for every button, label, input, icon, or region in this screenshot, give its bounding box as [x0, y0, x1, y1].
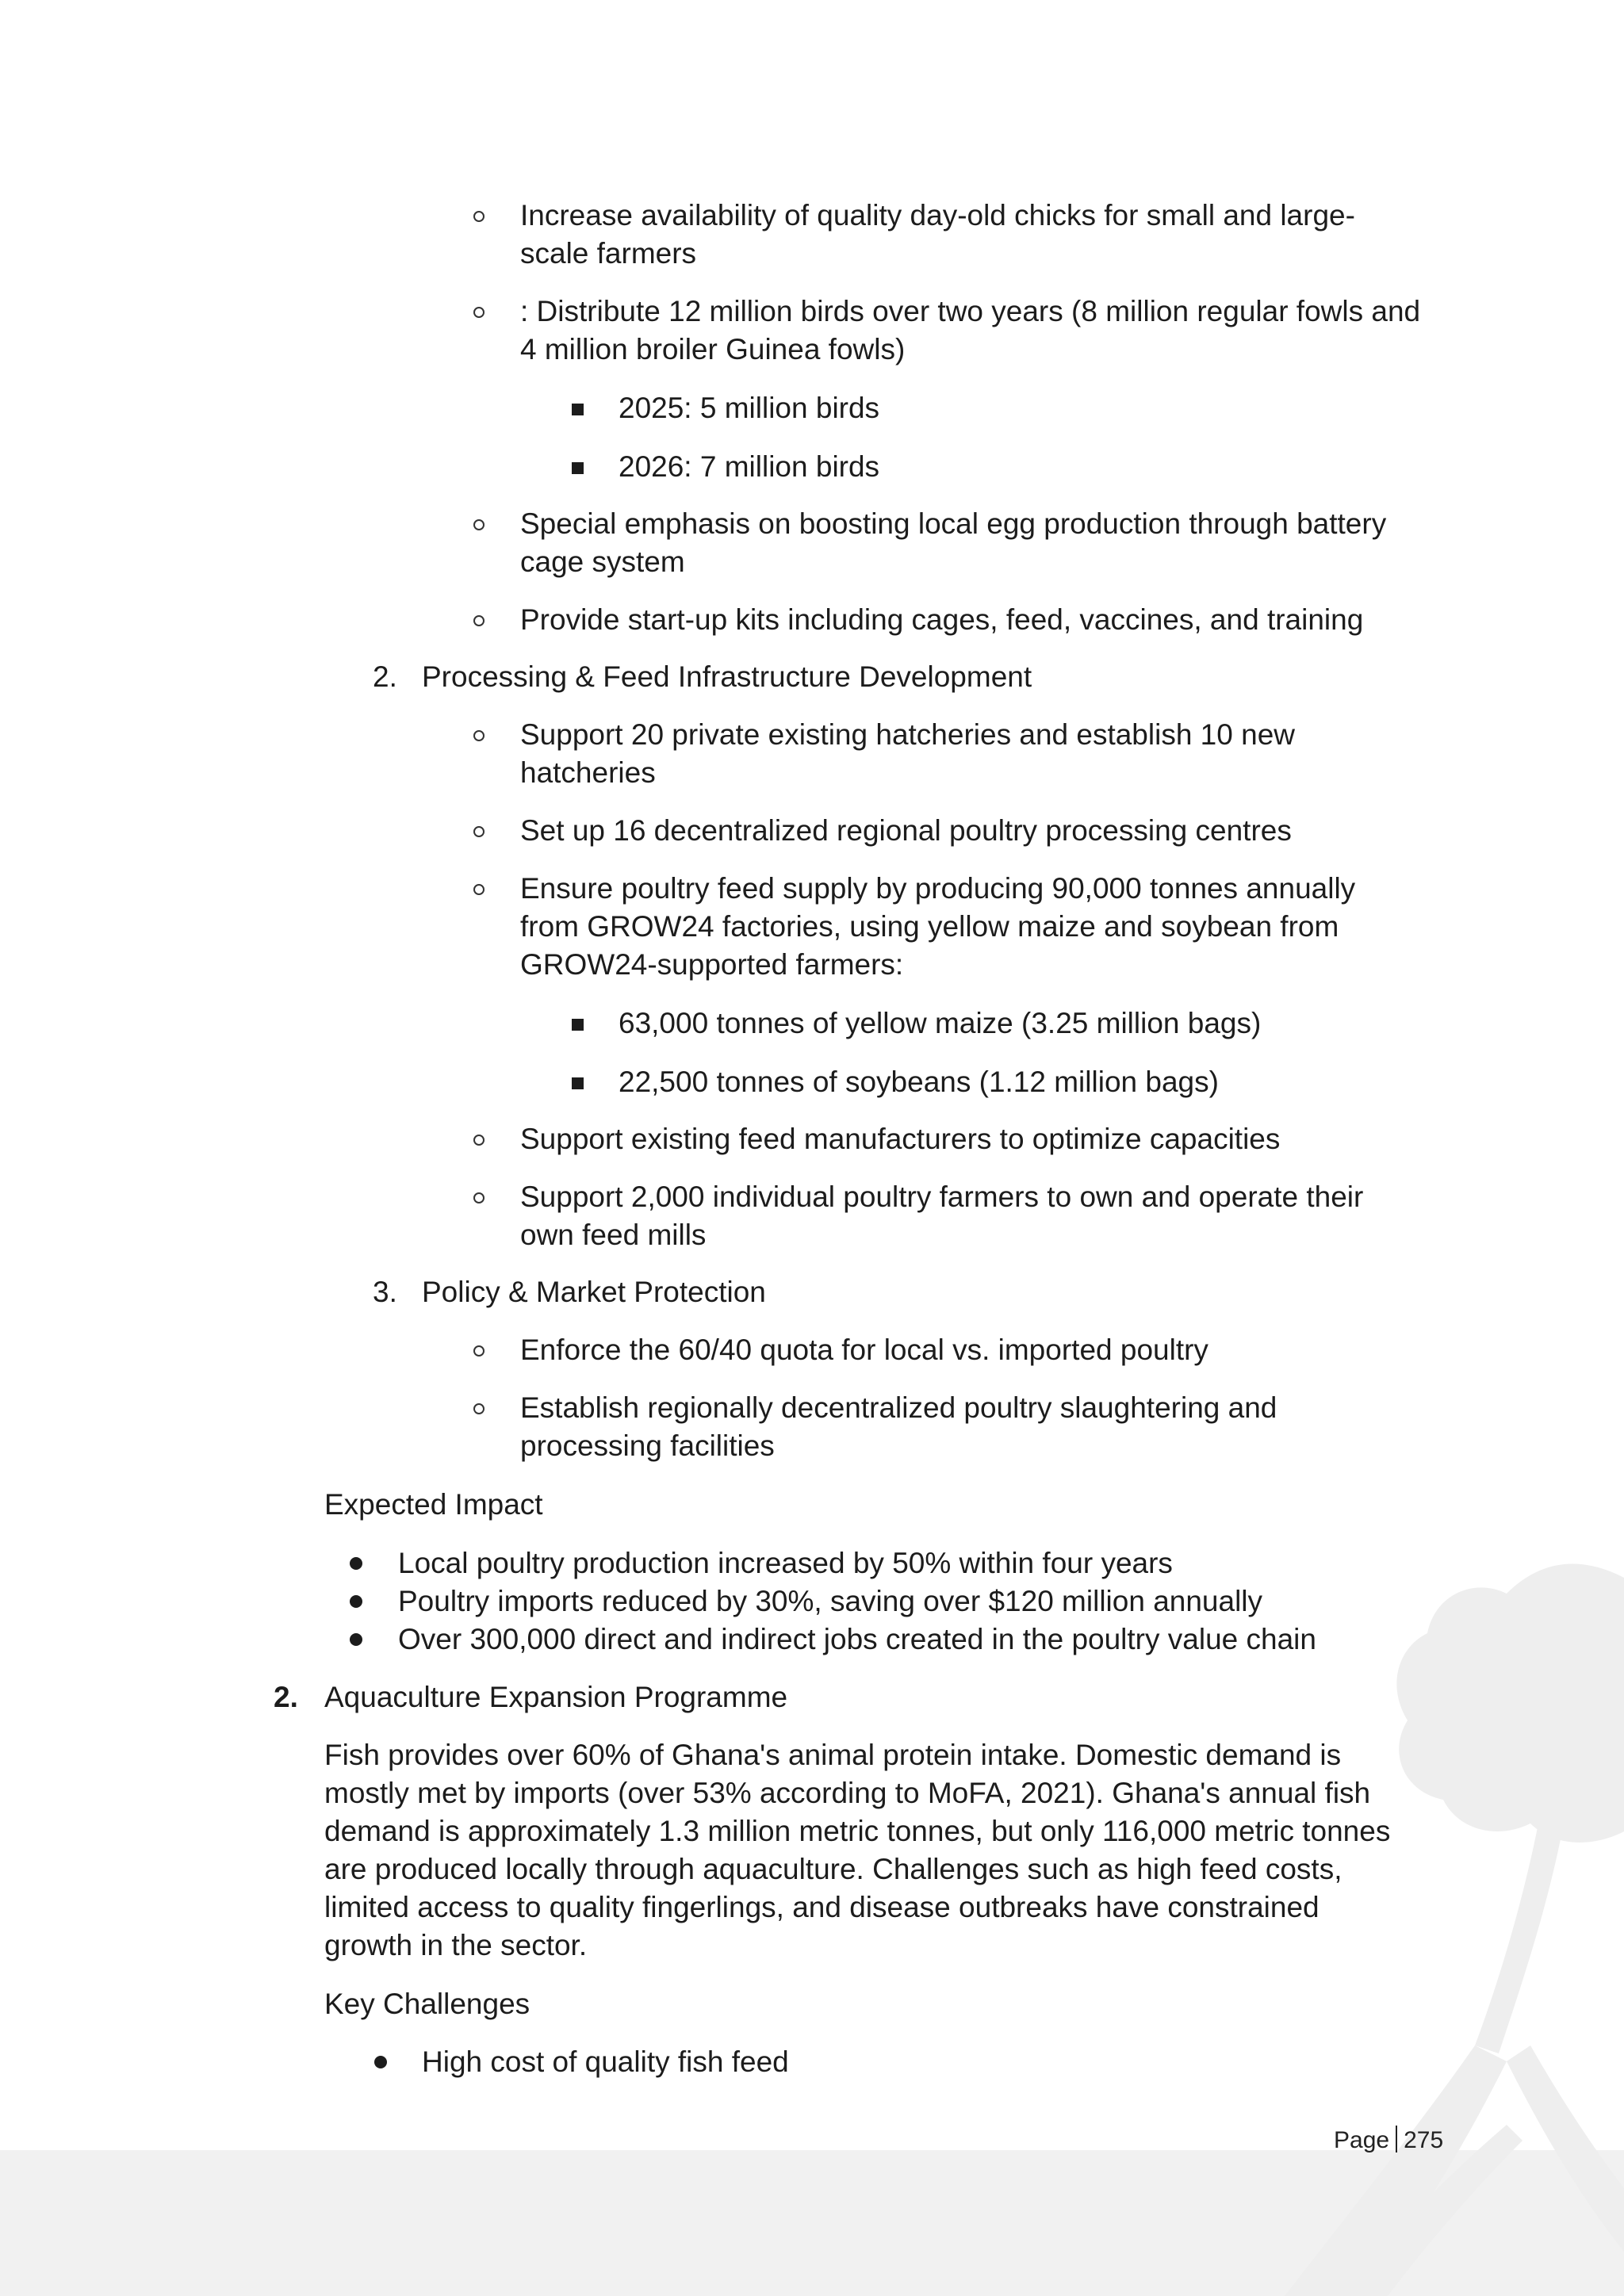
list-number: 3.	[373, 1276, 397, 1308]
list-item-line: Enforce the 60/40 quota for local vs. imported poultry	[520, 1334, 1208, 1366]
section-title: Aquaculture Expansion Programme	[324, 1681, 788, 1713]
list-item-line: scale farmers	[520, 237, 697, 270]
subsection-heading: Key Challenges	[324, 1988, 530, 2020]
list-item-line: from GROW24 factories, using yellow maize and soybean from	[520, 910, 1339, 943]
paragraph-line: Fish provides over 60% of Ghana's animal protein intake. Domestic demand is	[324, 1739, 1342, 1771]
paragraph-line: growth in the sector.	[324, 1929, 588, 1961]
paragraph-line: mostly met by imports (over 53% according to MoFA, 2021). Ghana's annual fish	[324, 1777, 1371, 1809]
circle-bullet-icon	[473, 730, 485, 741]
bullet-dot-icon	[350, 1633, 362, 1646]
list-item-line: Support existing feed manufacturers to optimize capacities	[520, 1123, 1281, 1155]
circle-bullet-icon	[473, 1345, 485, 1357]
list-heading: Processing & Feed Infrastructure Development	[422, 660, 1032, 693]
sub-list-item: 22,500 tonnes of soybeans (1.12 million bags)	[619, 1066, 1219, 1098]
list-item-line: Special emphasis on boosting local egg production through battery	[520, 507, 1387, 540]
paragraph-line: are produced locally through aquaculture. Challenges such as high feed costs,	[324, 1853, 1342, 1885]
square-bullet-icon	[572, 1019, 584, 1031]
list-item-line: 4 million broiler Guinea fowls)	[520, 333, 906, 365]
list-item-line: processing facilities	[520, 1429, 775, 1462]
square-bullet-icon	[572, 404, 584, 415]
page-label: Page	[1334, 2127, 1390, 2153]
square-bullet-icon	[572, 1077, 584, 1089]
list-item-line: : Distribute 12 million birds over two years (8 million regular fowls and	[520, 295, 1421, 327]
list-number: 2.	[373, 660, 397, 693]
bullet-dot-icon	[350, 1595, 362, 1608]
sub-list-item: 2025: 5 million birds	[619, 392, 880, 424]
circle-bullet-icon	[473, 615, 485, 626]
list-item-line: Support 2,000 individual poultry farmers to own and operate their	[520, 1181, 1364, 1213]
circle-bullet-icon	[473, 1135, 485, 1146]
list-item: Poultry imports reduced by 30%, saving over $120 million annually	[398, 1585, 1263, 1617]
circle-bullet-icon	[473, 307, 485, 318]
circle-bullet-icon	[473, 826, 485, 837]
circle-bullet-icon	[473, 1403, 485, 1414]
list-item-line: Increase availability of quality day-old chicks for small and large-	[520, 199, 1355, 232]
list-item-line: Set up 16 decentralized regional poultry processing centres	[520, 814, 1292, 847]
paragraph-line: limited access to quality fingerlings, and disease outbreaks have constrained	[324, 1891, 1320, 1923]
list-item-line: cage system	[520, 545, 685, 578]
square-bullet-icon	[572, 462, 584, 474]
circle-bullet-icon	[473, 519, 485, 530]
list-item-line: Support 20 private existing hatcheries and establish 10 new	[520, 718, 1295, 751]
list-item-line: GROW24-supported farmers:	[520, 948, 904, 981]
list-item-line: Establish regionally decentralized poultry slaughtering and	[520, 1391, 1277, 1424]
page-divider	[1396, 2126, 1397, 2152]
circle-bullet-icon	[473, 1192, 485, 1203]
list-item: Over 300,000 direct and indirect jobs created in the poultry value chain	[398, 1623, 1316, 1655]
circle-bullet-icon	[473, 211, 485, 222]
paragraph-line: demand is approximately 1.3 million metric tonnes, but only 116,000 metric tonnes	[324, 1815, 1391, 1847]
circle-bullet-icon	[473, 884, 485, 895]
list-item-line: Ensure poultry feed supply by producing 90,000 tonnes annually	[520, 872, 1356, 905]
list-item-line: Provide start-up kits including cages, feed, vaccines, and training	[520, 603, 1364, 636]
list-item: Local poultry production increased by 50% within four years	[398, 1547, 1173, 1579]
list-heading: Policy & Market Protection	[422, 1276, 766, 1308]
section-number: 2.	[274, 1681, 298, 1713]
bullet-dot-icon	[350, 1557, 362, 1570]
list-item: High cost of quality fish feed	[422, 2045, 789, 2078]
sub-list-item: 63,000 tonnes of yellow maize (3.25 million bags)	[619, 1007, 1262, 1039]
page-number-value: 275	[1404, 2127, 1444, 2153]
bullet-dot-icon	[374, 2056, 387, 2068]
sub-list-item: 2026: 7 million birds	[619, 450, 880, 483]
list-item-line: own feed mills	[520, 1219, 707, 1251]
page-number	[1334, 2125, 1443, 2156]
subsection-heading: Expected Impact	[324, 1488, 543, 1521]
list-item-line: hatcheries	[520, 756, 656, 789]
